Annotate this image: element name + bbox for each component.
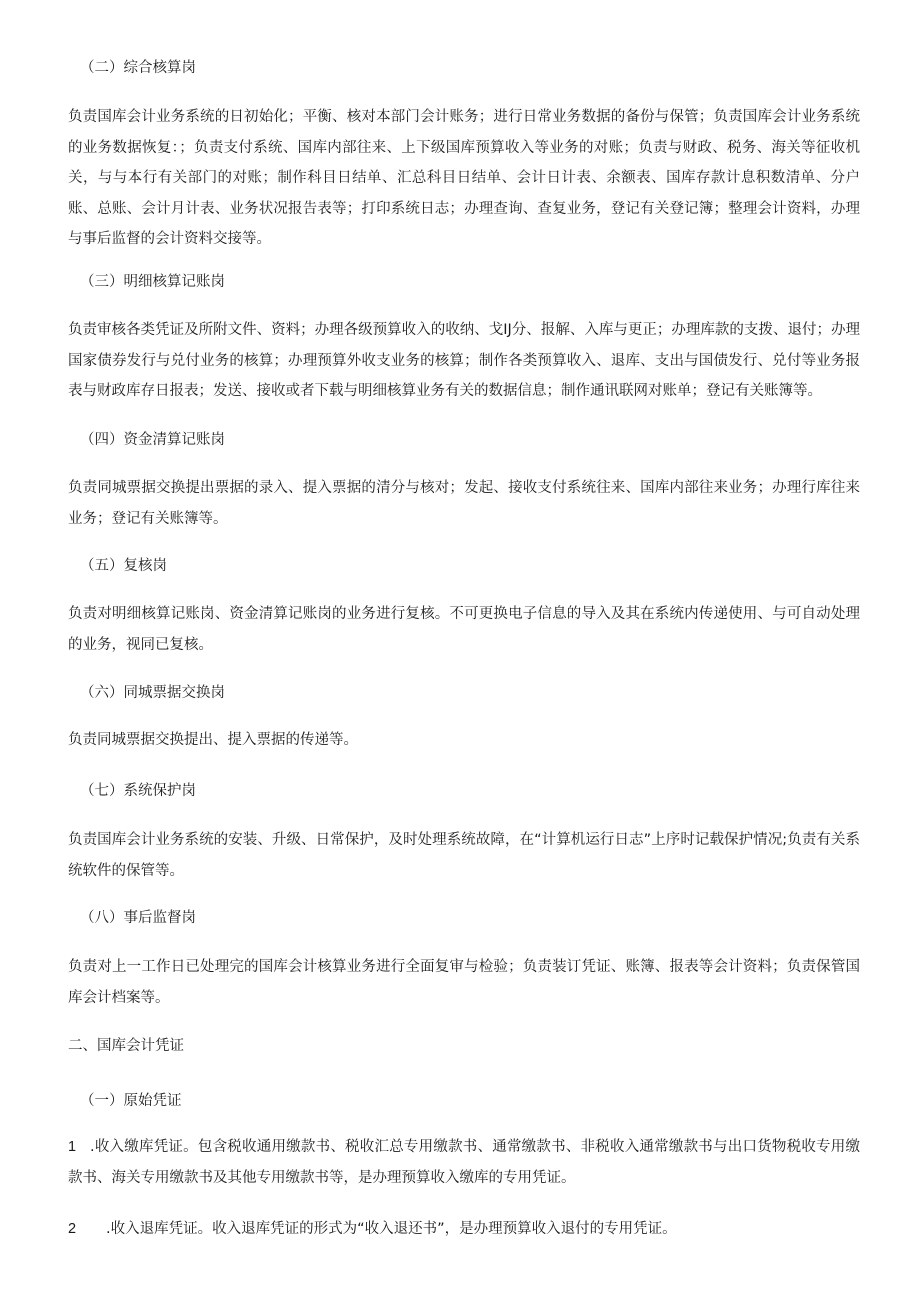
list-item-number: 1 <box>68 1139 77 1155</box>
section-heading-3: （三）明细核算记账岗 <box>80 274 225 290</box>
list-item-text: .收入缴库凭证。包含税收通用缴款书、税收汇总专用缴款书、通常缴款书、非税收入通常缴款书与出口货物税收专用缴款书、海关专用缴款书及其他专用缴款书等，是办理预算收入缴库的专用凭证。 <box>68 1139 860 1186</box>
section-body-3: 负责审核各类凭证及所附文件、资料；办理各级预算收入的收纳、戈IJ分、报解、入库与更正；办理库款的支拨、退付；办理国家债券发行与兑付业务的核算；办理预算外收支业务的核算；制作各类预算收入、退库、支出与国债发行、兑付等业务报表与财政库存日报表；发送、接收或者下载与明细核算业务有关的数据信息；制作通讯联网对账单；登记有关账簿等。 <box>68 322 860 399</box>
section-heading-4: （四）资金清算记账岗 <box>80 432 225 448</box>
list-item-1 <box>68 1132 860 1193</box>
section-body-2: 负责国库会计业务系统的日初始化；平衡、核对本部门会计账务；进行日常业务数据的备份与保管；负责国库会计业务系统的业务数据恢复：；负责支付系统、国库内部往来、上下级国库预算收入等业务的对账；负责与财政、税务、海关等征收机关，与与本行有关部门的对账；制作科目日结单、汇总科目日结单、会计日计表、余额表、国库存款计息积数清单、分户账、总账、会计月计表、业务状况报告表等；打印系统日志；办理查询、查复业务，登记有关登记簿；整理会计资料，办理与事后监督的会计资料交接等。 <box>68 109 860 247</box>
section-heading-7: （七）系统保护岗 <box>80 783 196 799</box>
section-heading-8: （八）事后监督岗 <box>80 910 196 926</box>
section-body-5: 负责对明细核算记账岗、资金清算记账岗的业务进行复核。不可更换电子信息的导入及其在系统内传递使用、与可自动处理的业务，视同已复核。 <box>68 606 860 653</box>
list-item-number: 2 <box>68 1221 77 1237</box>
section-body-4: 负责同城票据交换提出票据的录入、提入票据的清分与核对；发起、接收支付系统往来、国库内部往来业务；办理行库往来业务；登记有关账簿等。 <box>68 480 860 527</box>
section-heading-6: （六）同城票据交换岗 <box>80 685 225 701</box>
list-item-text: .收入退库凭证。收入退库凭证的形式为“收入退还书”，是办理预算收入退付的专用凭证。 <box>106 1221 677 1237</box>
section-heading-2: （二）综合核算岗 <box>80 60 196 76</box>
section-heading-5: （五）复核岗 <box>80 558 167 574</box>
list-item-2 <box>68 1214 860 1245</box>
section-body-6: 负责同城票据交换提出、提入票据的传递等。 <box>68 732 358 748</box>
section-body-7: 负责国库会计业务系统的安装、升级、日常保护，及时处理系统故障，在“计算机运行日志”上序时记载保护情况;负责有关系统软件的保管等。 <box>68 832 860 879</box>
subsection-heading: （一）原始凭证 <box>80 1093 182 1109</box>
chapter-heading: 二、国库会计凭证 <box>68 1038 184 1054</box>
section-body-8: 负责对上一工作日已处理完的国库会计核算业务进行全面复审与检验；负责装订凭证、账簿、报表等会计资料；负责保管国库会计档案等。 <box>68 959 860 1006</box>
